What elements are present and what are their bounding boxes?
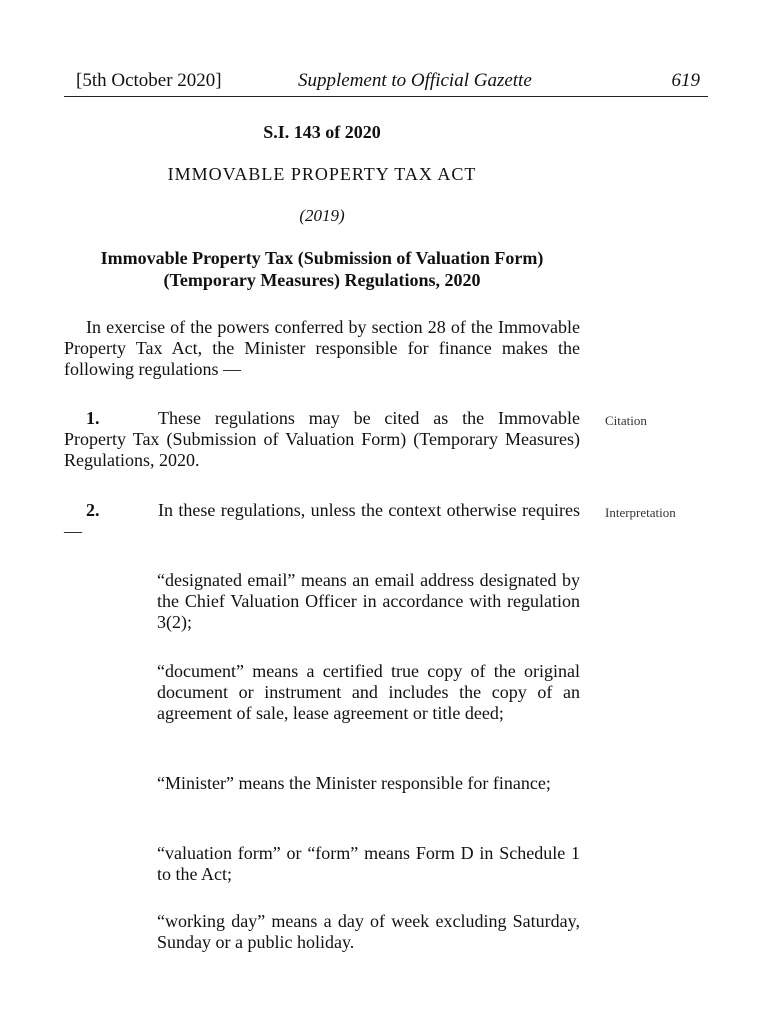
section-number: 2. (86, 500, 100, 520)
regulations-title: Immovable Property Tax (Submission of Valuation Form) (Temporary Measures) Regulations, 2020 (100, 248, 544, 290)
act-year: (2019) (299, 206, 345, 225)
preamble-text: In exercise of the powers conferred by section 28 of the Immovable Property Tax Act, the Minister responsible for finance makes the following regulations — (64, 317, 580, 379)
definition-item: “designated email” means an email address designated by the Chief Valuation Officer in accordance with regulation 3(2); (157, 570, 580, 632)
margin-note-citation: Citation (605, 413, 647, 428)
section-1 (64, 408, 580, 471)
preamble (64, 317, 580, 380)
header-title: Supplement to Official Gazette (298, 70, 532, 91)
definition-item: “Minister” means the Minister responsible for finance; (157, 773, 551, 793)
definition-item: “valuation form” or “form” means Form D in Schedule 1 to the Act; (157, 843, 580, 884)
act-name: IMMOVABLE PROPERTY TAX ACT (167, 164, 477, 184)
page-header (64, 70, 708, 97)
definition-item: “document” means a certified true copy of the original document or instrument and includes the copy of an agreement of sale, lease agreement or title deed; (157, 661, 580, 723)
definition-item: “working day” means a day of week excluding Saturday, Sunday or a public holiday. (157, 911, 580, 952)
si-number: S.I. 143 of 2020 (263, 122, 381, 142)
section-text: These regulations may be cited as the Immovable Property Tax (Submission of Valuation Form) (Temporary Measures) Regulations, 2020. (64, 408, 580, 470)
page-number: 619 (671, 70, 700, 91)
section-2 (64, 500, 580, 542)
margin-note-interpretation: Interpretation (605, 505, 676, 520)
section-number: 1. (86, 408, 100, 428)
header-date: [5th October 2020] (76, 70, 222, 91)
section-text: In these regulations, unless the context otherwise requires — (64, 500, 580, 541)
